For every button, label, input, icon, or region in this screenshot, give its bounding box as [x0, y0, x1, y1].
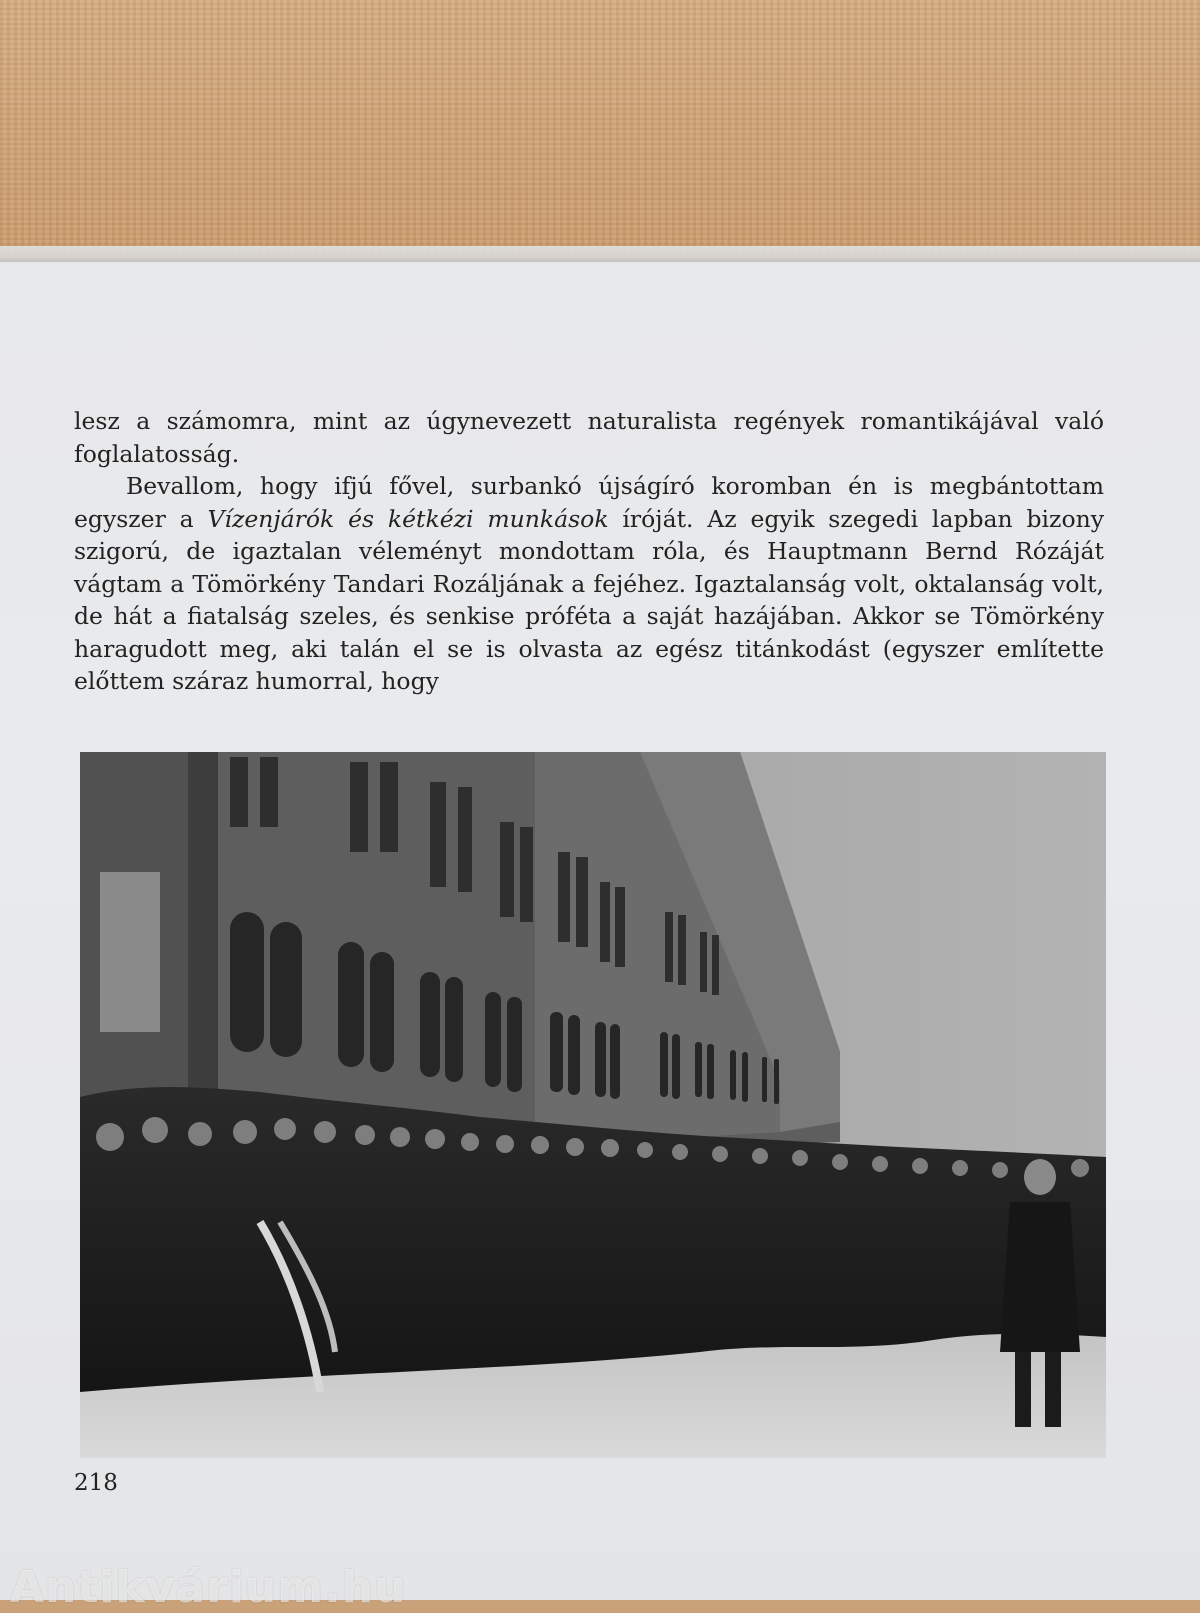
paragraph-2-text-end: íróját. Az egyik szegedi lapban bizony szigorú, de igaztalan véleményt mondottam róla, és Hauptmann Bernd Rózáját vágtam a Tömörkény Tandari Rozáljának a fejéhez. Igaztalanság volt, oktalanság volt, de hát a fiatalság szeles, és senkise próféta a saját hazájában. Akkor se Tömörkény haragudott meg, aki talán el se is olvasta az egész titánkodást (egyszer említette előttem száraz humorral, hogy — [74, 504, 1105, 695]
paragraph-2 — [74, 470, 1104, 698]
paragraph-1 — [74, 405, 1104, 470]
table-surface — [0, 0, 1200, 270]
page-number: 218 — [74, 1470, 118, 1496]
paragraph-2-text-start: Bevallom, hogy ifjú fővel, surbankó újságíró koromban én is megbántottam egyszer a — [74, 472, 1104, 533]
historical-photograph — [80, 752, 1106, 1458]
paragraph-1-text: lesz a számomra, mint az úgynevezett naturalista regények romantikájával való foglalatosság. — [74, 407, 1104, 468]
watermark: Antikvárium.hu — [10, 1562, 407, 1613]
body-text — [74, 405, 1104, 698]
book-title: Vízenjárók és kétkézi munkások — [207, 504, 609, 533]
